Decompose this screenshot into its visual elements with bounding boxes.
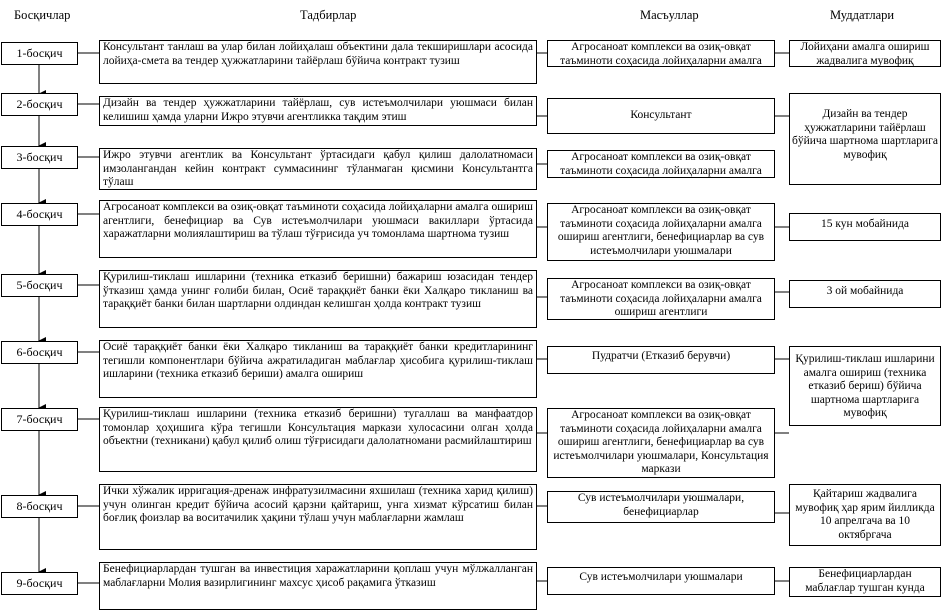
- step-1-box: 1-босқич: [1, 42, 78, 65]
- step-3-responsible: Агросаноат комплекси ва озиқ-овқат таъминоти соҳасида лойиҳаларни амалга: [547, 150, 775, 178]
- step-7-box: 7-босқич: [1, 408, 78, 431]
- step-9-responsible: Сув истеъмолчилари уюшмалари: [547, 567, 775, 595]
- step-9-box: 9-босқич: [1, 572, 78, 595]
- step-5-responsible: Агросаноат комплекси ва озиқ-овқат таъминоти соҳасида лойиҳаларни амалга ошириш агентлиги: [547, 278, 775, 320]
- step-8-activity: Ички хўжалик ирригация-дренаж инфратузилмасини яхшилаш (техника харид қилиш) учун олинган кредит бўйича асосий қарзни қайтариш, унга хизмат кўрсатиш билан боғлиқ фоизлар ва воситачилик ҳақини тўлаш учун маблағларни жамлаш: [99, 484, 537, 550]
- step-6-activity: Осиё тараққиёт банки ёки Халқаро тикланиш ва тараққиёт банки кредитларининг тегишли компонентлари бўйича ажратиладиган маблағлар ҳисобига қурилиш-тиклаш ишларини (техника етказиб бериши) амалга ошириш: [99, 340, 537, 398]
- step-8-timing: Қайтариш жадвалига мувофиқ ҳар ярим йилликда 10 апрелгача ва 10 октябргача: [789, 484, 941, 546]
- step-8-responsible: Сув истеъмолчилари уюшмалари, бенефициарлар: [547, 491, 775, 523]
- step-4-responsible: Агросаноат комплекси ва озиқ-овқат таъминоти соҳасида лойиҳаларни амалга ошириш агентлиги, бенефициарлар ва сув истеъмолчилари уюшмалари: [547, 203, 775, 261]
- step-3-activity: Ижро этувчи агентлик ва Консультант ўртасидаги қабул қилиш далолатномаси имзолангандан кейин контракт суммасининг тўланмаган қисмини Консультантга тўлаш: [99, 148, 537, 190]
- step-5-timing: 3 ой мобайнида: [789, 280, 941, 308]
- step-6-responsible: Пудратчи (Етказиб берувчи): [547, 346, 775, 374]
- step-7-activity: Қурилиш-тиклаш ишларини (техника етказиб беришни) тугаллаш ва манфаатдор томонлар ҳоҳишига кўра тегишли Консультация маркази хулосасини олган ҳолда объектни (техникани) қабул қилиб олиш тўғрисидаги далолатномани расмийлаштириш: [99, 407, 537, 472]
- step-2-timing: Дизайн ва тендер ҳужжатларини тайёрлаш бўйича шартнома шартларига мувофиқ: [789, 93, 941, 185]
- step-9-activity: Бенефициарлардан тушган ва инвестиция харажатларини қоплаш учун мўлжалланган маблағларни Молия вазирлигининг махсус ҳисоб рақамига ўтказиш: [99, 562, 537, 610]
- step-2-activity: Дизайн ва тендер ҳужжатларини тайёрлаш, сув истеъмолчилари уюшмаси билан келишиш ҳамда уларни Ижро этувчи агентликка тақдим этиш: [99, 96, 537, 126]
- header-activities: Тадбирлар: [300, 8, 357, 22]
- step-6-timing: Қурилиш-тиклаш ишларини амалга ошириш (техника етказиб бериш) бўйича шартнома шартларига мувофиқ: [789, 346, 941, 426]
- step-4-timing: 15 кун мобайнида: [789, 213, 941, 241]
- step-1-responsible: Агросаноат комплекси ва озиқ-овқат таъминоти соҳасида лойиҳаларни амалга: [547, 40, 775, 67]
- step-1-timing: Лойиҳани амалга ошириш жадвалига мувофиқ: [789, 40, 941, 67]
- step-9-timing: Бенефициарлардан маблағлар тушган кунда: [789, 567, 941, 597]
- step-8-box: 8-босқич: [1, 495, 78, 518]
- step-4-box: 4-босқич: [1, 203, 78, 226]
- step-4-activity: Агросаноат комплекси ва озиқ-овқат таъминоти соҳасида лойиҳаларни амалга ошириш агентлиги, бенефициар ва Сув истеъмолчилари уюшмаси вакиллари ўртасида харажатларни молиялаштириш ва тўлаш тўғрисида уч томонлама шартнома тузиш: [99, 200, 537, 258]
- step-7-responsible: Агросаноат комплекси ва озиқ-овқат таъминоти соҳасида лойиҳаларни амалга ошириш агентлиги, бенефициарлар ва сув истеъмолчилари уюшмалари, Консультация маркази: [547, 408, 775, 478]
- step-6-box: 6-босқич: [1, 341, 78, 364]
- step-2-responsible: Консультант: [547, 98, 775, 134]
- step-5-box: 5-босқич: [1, 274, 78, 297]
- step-5-activity: Қурилиш-тиклаш ишларини (техника етказиб беришни) бажариш юзасидан тендер ўтказиш ҳамда унинг ғолиби билан, Осиё тараққиёт банки ёки Халқаро тикланиш ва тараққиёт банки билан шартларни олдиндан келишган ҳолда контракт тузиш: [99, 270, 537, 328]
- header-timing: Муддатлари: [830, 8, 895, 22]
- step-2-box: 2-босқич: [1, 93, 78, 116]
- step-3-box: 3-босқич: [1, 146, 78, 169]
- step-1-activity: Консультант танлаш ва улар билан лойиҳалаш объектини дала текширишлари асосида лойиҳа-смета ва тендер ҳужжатларини тайёрлаш бўйича контракт тузиш: [99, 40, 537, 84]
- header-responsible: Масъуллар: [640, 8, 699, 22]
- header-steps: Босқичлар: [14, 8, 71, 22]
